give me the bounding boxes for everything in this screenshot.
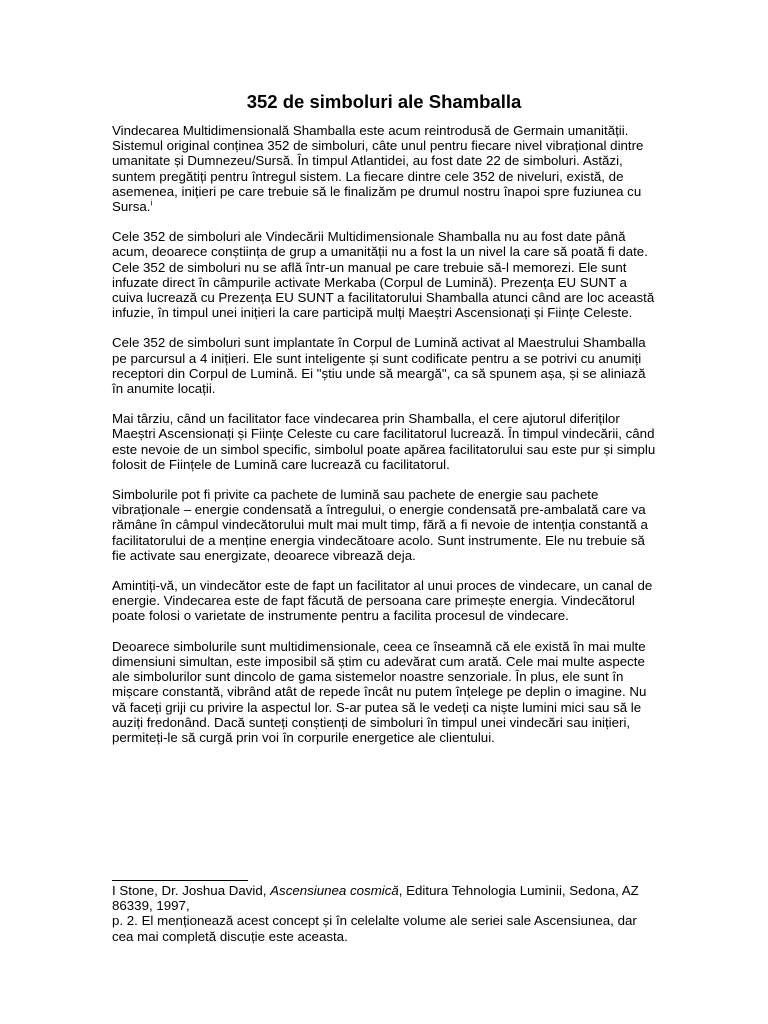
footnote-line-2: p. 2. El menționează acest concept și în celelalte volume ale seriei sale Ascensiunea, dar cea mai completă discuție este aceasta. <box>112 913 637 944</box>
footnote-book-title: Ascensiunea cosmică <box>270 883 399 898</box>
footnote-prefix: I Stone, Dr. Joshua David, <box>112 883 271 898</box>
paragraph-6: Amintiți-vă, un vindecător este de fapt un facilitator al unui proces de vindecare, un canal de energie. Vindecarea este de fapt făcută de persoana care primește energia. Vindecătorul poate folosi o varietate de instrumente pentru a facilita procesul de vindecare. <box>112 578 653 624</box>
paragraph-1 <box>112 123 660 214</box>
document-body <box>112 123 660 760</box>
paragraph-4: Mai târziu, când un facilitator face vindecarea prin Shamballa, el cere ajutorul diferiților Maeștri Ascensionați și Ființe Celeste cu care facilitatorul lucrează. În timpul vindecării, când este nevoie de un simbol specific, simbolul poate apărea facilitatorului sau este pur și simplu folosit de Ființele de Lumină care lucrează cu facilitatorul. <box>112 411 656 472</box>
footnote-separator <box>112 880 248 881</box>
footnote-reference[interactable]: i <box>150 198 153 208</box>
footnote-line-1 <box>112 883 660 913</box>
paragraph-1-text: Vindecarea Multidimensională Shamballa este acum reintrodusă de Germain umanității. Sistemul original conținea 352 de simboluri, câte unul pentru fiecare nivel vibrațional dintre umanitate și Dumnezeu/Sursă. În timpul Atlantidei, au fost date 22 de simboluri. Astăzi, suntem pregătiți pentru întregul sistem. La fiecare dintre cele 352 de niveluri, există, de asemenea, inițieri pe care trebuie să le finalizăm pe drumul nostru înapoi spre fuziunea cu Sursa. <box>112 123 644 215</box>
footnote <box>112 883 660 944</box>
footnote-suffix: , Editura Tehnologia Luminii, Sedona, AZ 86339, 1997, <box>112 883 639 914</box>
paragraph-2: Cele 352 de simboluri ale Vindecării Multidimensionale Shamballa nu au fost date până acum, deoarece conștiința de grup a umanității nu a fost la un nivel la care să poată fi date. Cele 352 de simboluri nu se află într-un manual pe care trebuie să-l memorezi. Ele sunt infuzate direct în câmpurile activate Merkaba (Corpul de Lumină). Prezența EU SUNT a cuiva lucrează cu Prezența EU SUNT a facilitatorului Shamballa atunci când are loc această infuzie, în timpul unei inițieri la care participă mulți Maeștri Ascensionați și Ființe Celeste. <box>112 229 655 321</box>
paragraph-7: Deoarece simbolurile sunt multidimensionale, ceea ce înseamnă că ele există în mai multe dimensiuni simultan, este imposibil să știm cu adevărat cum arată. Cele mai multe aspecte ale simbolurilor sunt dincolo de gama sistemelor noastre senzoriale. În plus, ele sunt în mișcare constantă, vibrând atât de repede încât nu putem înțelege pe deplin o imagine. Nu vă faceți griji cu privire la aspectul lor. S-ar putea să le vedeți ca niște lumini mici sau să le auziți fredonând. Dacă sunteți conștienți de simboluri în timpul unei vindecări sau inițieri, permiteți-le să curgă prin voi în corpurile energetice ale clientului. <box>112 638 647 745</box>
paragraph-3: Cele 352 de simboluri sunt implantate în Corpul de Lumină activat al Maestrului Shamballa pe parcursul a 4 inițieri. Ele sunt inteligente și sunt codificate pentru a se potrivi cu anumiți receptori din Corpul de Lumină. Ei "știu unde să meargă", ca să spunem așa, și se aliniază în anumite locații. <box>112 335 646 397</box>
paragraph-5: Simbolurile pot fi privite ca pachete de lumină sau pachete de energie sau pachete vibraționale – energie condensată a întregului, o energie condensată pre-ambalată care va rămâne în câmpul vindecătorului mult mai mult timp, fără a fi nevoie de intenția constantă a facilitatorului de a menține energia vindecătoare acolo. Sunt instrumente. Ele nu trebuie să fie activate sau energizate, deoarece vibrează deja. <box>112 487 648 563</box>
document-title: 352 de simboluri ale Shamballa <box>246 91 522 112</box>
